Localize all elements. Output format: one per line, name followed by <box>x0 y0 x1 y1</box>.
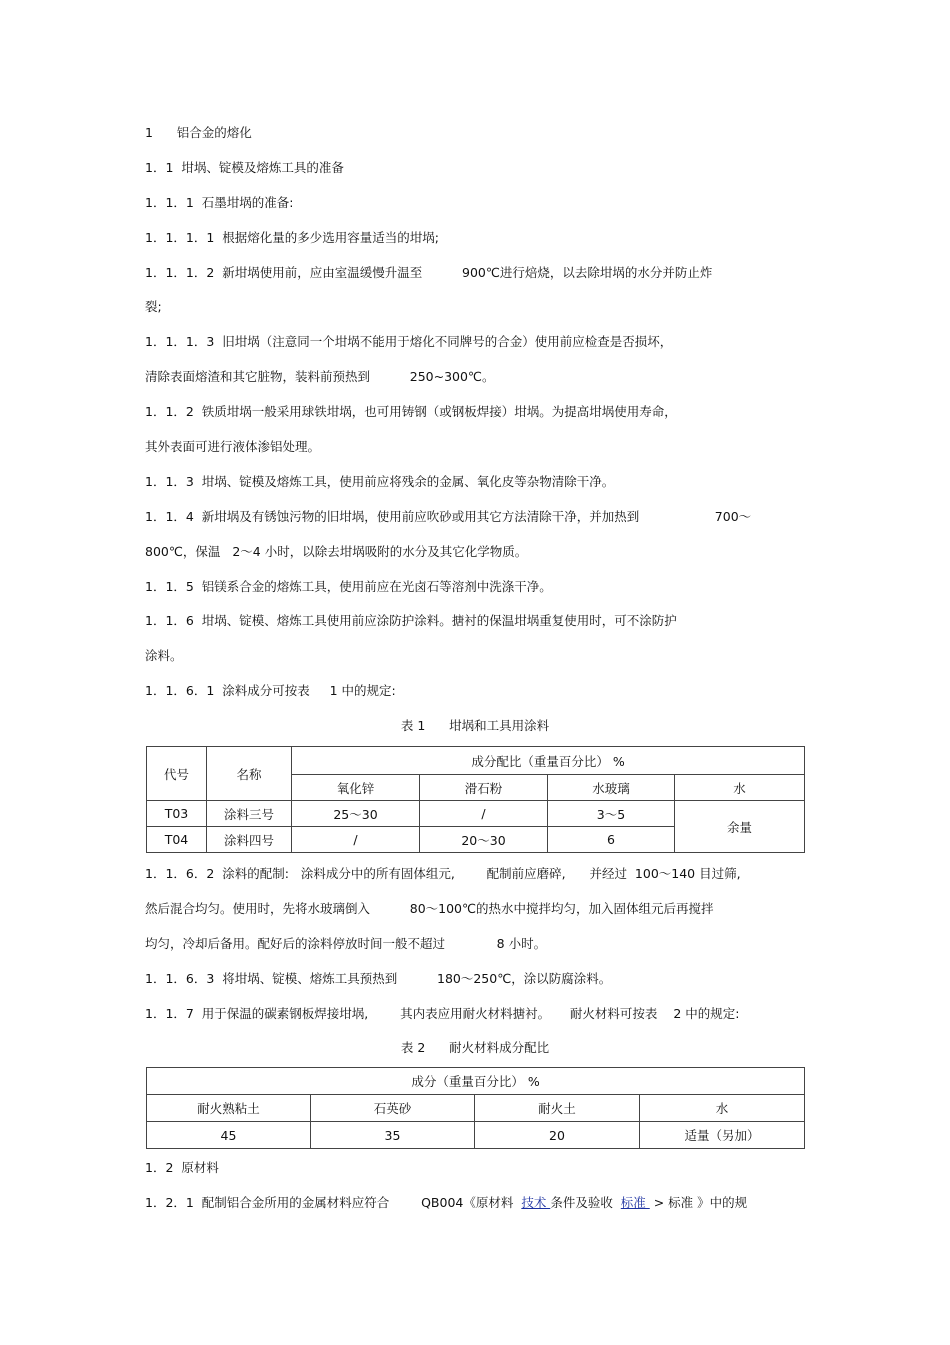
table1-cell: 涂料四号 <box>207 827 292 853</box>
table2-cell: 适量（另加） <box>640 1122 805 1149</box>
clause-line: 1．1．6．3 将坩埚、锭模、熔炼工具预热到 180～250℃，涂以防腐涂料。 <box>145 971 612 986</box>
clause-line: 裂; <box>145 299 162 314</box>
table2-header-quartz-sand: 石英砂 <box>311 1095 475 1122</box>
table1-header-water-glass: 水玻璃 <box>548 775 675 801</box>
table1-header-code: 代号 <box>147 747 207 801</box>
table1-cell: 6 <box>548 827 675 853</box>
table1-header-zinc-oxide: 氧化锌 <box>292 775 420 801</box>
clause-line: 1．1．6 坩埚、锭模、熔炼工具使用前应涂防护涂料。搪衬的保温坩埚重复使用时，可不涂防护 <box>145 613 677 628</box>
table1 <box>146 746 805 853</box>
table1-header-talc: 滑石粉 <box>420 775 548 801</box>
subsection-heading: 1．1 坩埚、锭模及熔炼工具的准备 <box>145 160 344 175</box>
clause-line: 然后混合均匀。使用时，先将水玻璃倒入 80～100℃的热水中搅拌均匀，加入固体组元后再搅拌 <box>145 901 714 916</box>
table2-caption: 表 2 耐火材料成分配比 <box>400 1040 550 1055</box>
clause-line: 1．1．5 铝镁系合金的熔炼工具，使用前应在光卤石等溶剂中洗涤干净。 <box>145 579 552 594</box>
table2-header-water: 水 <box>640 1095 805 1122</box>
clause-text: 1．2．1 配制铝合金所用的金属材料应符合 QB004《原材料 <box>145 1195 522 1210</box>
table2-header-refractory-earth: 耐火土 <box>475 1095 640 1122</box>
table1-cell: T03 <box>147 801 207 827</box>
table1-header-name: 名称 <box>207 747 292 801</box>
clause-line: 涂料。 <box>145 648 183 663</box>
clause-line: 1．1．1 石墨坩埚的准备: <box>145 195 294 210</box>
table2-header-refractory-clay: 耐火熟粘土 <box>147 1095 311 1122</box>
table1-cell: 25～30 <box>292 801 420 827</box>
table1-cell: 涂料三号 <box>207 801 292 827</box>
table-row <box>147 1122 805 1149</box>
table1-header-group: 成分配比（重量百分比） % <box>292 747 805 775</box>
clause-line: 1．1．1．3 旧坩埚（注意同一个坩埚不能用于熔化不同牌号的合金）使用前应检查是否损坏， <box>145 334 673 349</box>
clause-line: 其外表面可进行液体渗铝处理。 <box>145 439 321 454</box>
table1-header-water: 水 <box>675 775 805 801</box>
clause-line: 均匀，冷却后备用。配好后的涂料停放时间一般不超过 8 小时。 <box>145 936 547 951</box>
subsection-heading: 1．2 原材料 <box>145 1160 219 1175</box>
clause-line: 1．1．1．2 新坩埚使用前，应由室温缓慢升温至 900℃进行焙烧，以去除坩埚的水分并防止炸 <box>145 265 713 280</box>
table1-cell: T04 <box>147 827 207 853</box>
table1-cell-water-balance: 余量 <box>675 801 805 853</box>
table2-cell: 45 <box>147 1122 311 1149</box>
technology-link[interactable]: 技术 <box>521 1195 551 1210</box>
table1-caption: 表 1 坩埚和工具用涂料 <box>400 718 550 733</box>
clause-line: 1．1．6．1 涂料成分可按表 1 中的规定: <box>145 683 396 698</box>
clause-line: 1．1．7 用于保温的碳素钢板焊接坩埚, 其内表应用耐火材料搪衬。 耐火材料可按表 2 中的规定: <box>145 1006 740 1021</box>
table2-cell: 35 <box>311 1122 475 1149</box>
section-heading: 1 铝合金的熔化 <box>145 125 252 140</box>
table1-cell: / <box>420 801 548 827</box>
table-row <box>147 801 805 827</box>
clause-line: 1．1．6．2 涂料的配制: 涂料成分中的所有固体组元, 配制前应磨碎, 并经过 100～140 目过筛, <box>145 866 741 881</box>
standard-link[interactable]: 标准 <box>620 1195 650 1210</box>
clause-line: 1．1．4 新坩埚及有锈蚀污物的旧坩埚，使用前应吹砂或用其它方法清除干净，并加热到 700～ <box>145 509 752 524</box>
table1-cell: / <box>292 827 420 853</box>
clause-line: 1．1．2 铁质坩埚一般采用球铁坩埚，也可用铸钢（或钢板焊接）坩埚。为提高坩埚使用寿命， <box>145 404 677 419</box>
clause-line: 清除表面熔渣和其它脏物，装料前预热到 250~300℃。 <box>145 369 495 384</box>
table2-header-group: 成分（重量百分比） % <box>147 1068 805 1095</box>
clause-text: 条件及验收 <box>550 1195 621 1210</box>
table2 <box>146 1067 805 1149</box>
clause-line: 1．1．1．1 根据熔化量的多少选用容量适当的坩埚; <box>145 230 439 245</box>
table1-cell: 3～5 <box>548 801 675 827</box>
clause-line: 800℃，保温 2～4 小时，以除去坩埚吸附的水分及其它化学物质。 <box>145 544 528 559</box>
clause-text: > 标准 》中的规 <box>649 1195 748 1210</box>
clause-line-with-links <box>145 1195 747 1211</box>
table2-cell: 20 <box>475 1122 640 1149</box>
clause-line: 1．1．3 坩埚、锭模及熔炼工具，使用前应将残余的金属、氧化皮等杂物清除干净。 <box>145 474 615 489</box>
table1-cell: 20～30 <box>420 827 548 853</box>
